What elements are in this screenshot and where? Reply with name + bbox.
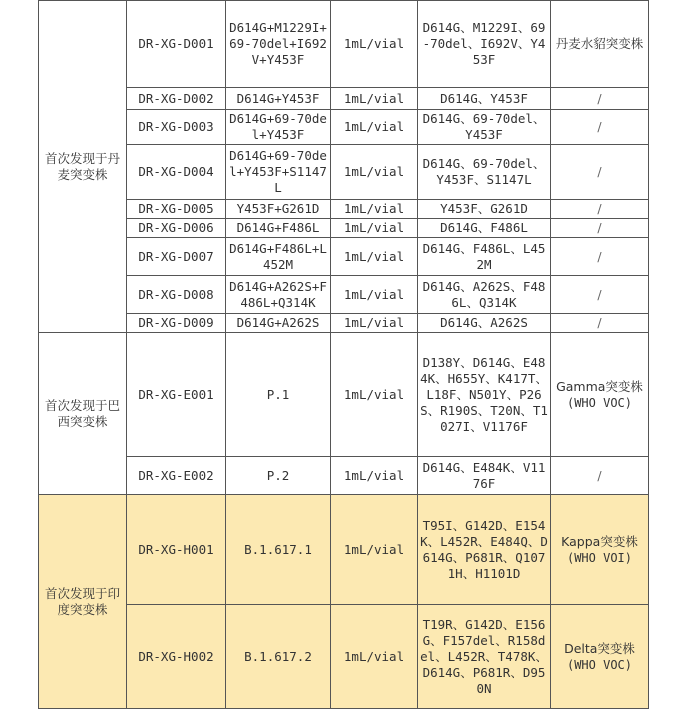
volume: 1mL/vial: [331, 1, 418, 88]
lineage: D614G+A262S+F486L+Q314K: [226, 276, 331, 314]
note: /: [551, 88, 649, 110]
mutations: D614G、Y453F: [418, 88, 551, 110]
table-row: [39, 238, 649, 276]
variant-strain-table: [38, 0, 649, 709]
table-row: [39, 219, 649, 238]
volume: 1mL/vial: [331, 200, 418, 219]
note: [551, 605, 649, 709]
strain-id: DR-XG-D003: [127, 110, 226, 145]
lineage: D614G+F486L: [226, 219, 331, 238]
lineage: D614G+Y453F: [226, 88, 331, 110]
volume: 1mL/vial: [331, 110, 418, 145]
mutations: D614G、A262S、F486L、Q314K: [418, 276, 551, 314]
volume: 1mL/vial: [331, 88, 418, 110]
note-main: Gamma突变株: [556, 378, 643, 394]
table-row: [39, 145, 649, 200]
lineage: B.1.617.1: [226, 495, 331, 605]
strain-id: DR-XG-E002: [127, 457, 226, 495]
strain-id: DR-XG-D007: [127, 238, 226, 276]
mutations: D614G、A262S: [418, 314, 551, 333]
group-label-denmark: 首次发现于丹麦突变株: [39, 1, 127, 333]
note-main: Delta突变株: [564, 640, 635, 656]
volume: 1mL/vial: [331, 219, 418, 238]
table-row: [39, 495, 649, 605]
note-main: Kappa突变株: [561, 533, 638, 549]
note-sub: (WHO VOC): [566, 657, 633, 672]
note: /: [551, 200, 649, 219]
table-row: [39, 1, 649, 88]
volume: 1mL/vial: [331, 276, 418, 314]
note: [551, 333, 649, 457]
volume: 1mL/vial: [331, 145, 418, 200]
note-sub: (WHO VOC): [566, 395, 633, 410]
volume: 1mL/vial: [331, 457, 418, 495]
volume: 1mL/vial: [331, 495, 418, 605]
mutations: D614G、69-70del、Y453F: [418, 110, 551, 145]
mutations: T19R、G142D、E156G、F157del、R158del、L452R、T478K、D614G、P681R、D950N: [418, 605, 551, 709]
lineage: B.1.617.2: [226, 605, 331, 709]
volume: 1mL/vial: [331, 605, 418, 709]
table-row: [39, 88, 649, 110]
mutations: Y453F、G261D: [418, 200, 551, 219]
lineage: P.1: [226, 333, 331, 457]
note-sub: (WHO VOI): [566, 550, 633, 565]
lineage: D614G+M1229I+69-70del+I692V+Y453F: [226, 1, 331, 88]
mutations: D614G、F486L、L452M: [418, 238, 551, 276]
mutations: T95I、G142D、E154K、L452R、E484Q、D614G、P681R、Q1071H、H1101D: [418, 495, 551, 605]
lineage: P.2: [226, 457, 331, 495]
mutations: D138Y、D614G、E484K、H655Y、K417T、L18F、N501Y、P26S、R190S、T20N、T1027I、V1176F: [418, 333, 551, 457]
note: /: [551, 110, 649, 145]
lineage: D614G+69-70del+Y453F: [226, 110, 331, 145]
lineage: Y453F+G261D: [226, 200, 331, 219]
volume: 1mL/vial: [331, 314, 418, 333]
note: 丹麦水貂突变株: [551, 1, 649, 88]
strain-id: DR-XG-E001: [127, 333, 226, 457]
lineage: D614G+F486L+L452M: [226, 238, 331, 276]
strain-id: DR-XG-D001: [127, 1, 226, 88]
group-label-india: 首次发现于印度突变株: [39, 495, 127, 709]
note: /: [551, 145, 649, 200]
table-row: [39, 110, 649, 145]
note: /: [551, 238, 649, 276]
strain-id: DR-XG-H001: [127, 495, 226, 605]
note: /: [551, 219, 649, 238]
table-row: [39, 276, 649, 314]
volume: 1mL/vial: [331, 333, 418, 457]
mutations: D614G、E484K、V1176F: [418, 457, 551, 495]
table-row: [39, 605, 649, 709]
strain-id: DR-XG-H002: [127, 605, 226, 709]
strain-id: DR-XG-D008: [127, 276, 226, 314]
mutations: D614G、F486L: [418, 219, 551, 238]
note: /: [551, 457, 649, 495]
table-row: [39, 314, 649, 333]
strain-id: DR-XG-D005: [127, 200, 226, 219]
strain-id: DR-XG-D006: [127, 219, 226, 238]
note: [551, 495, 649, 605]
lineage: D614G+A262S: [226, 314, 331, 333]
lineage: D614G+69-70del+Y453F+S1147L: [226, 145, 331, 200]
table-row: [39, 333, 649, 457]
strain-id: DR-XG-D004: [127, 145, 226, 200]
table-row: [39, 200, 649, 219]
volume: 1mL/vial: [331, 238, 418, 276]
table-row: [39, 457, 649, 495]
mutations: D614G、69-70del、Y453F、S1147L: [418, 145, 551, 200]
note: /: [551, 276, 649, 314]
note: /: [551, 314, 649, 333]
mutations: D614G、M1229I、69-70del、I692V、Y453F: [418, 1, 551, 88]
strain-id: DR-XG-D002: [127, 88, 226, 110]
group-label-brazil: 首次发现于巴西突变株: [39, 333, 127, 495]
strain-id: DR-XG-D009: [127, 314, 226, 333]
